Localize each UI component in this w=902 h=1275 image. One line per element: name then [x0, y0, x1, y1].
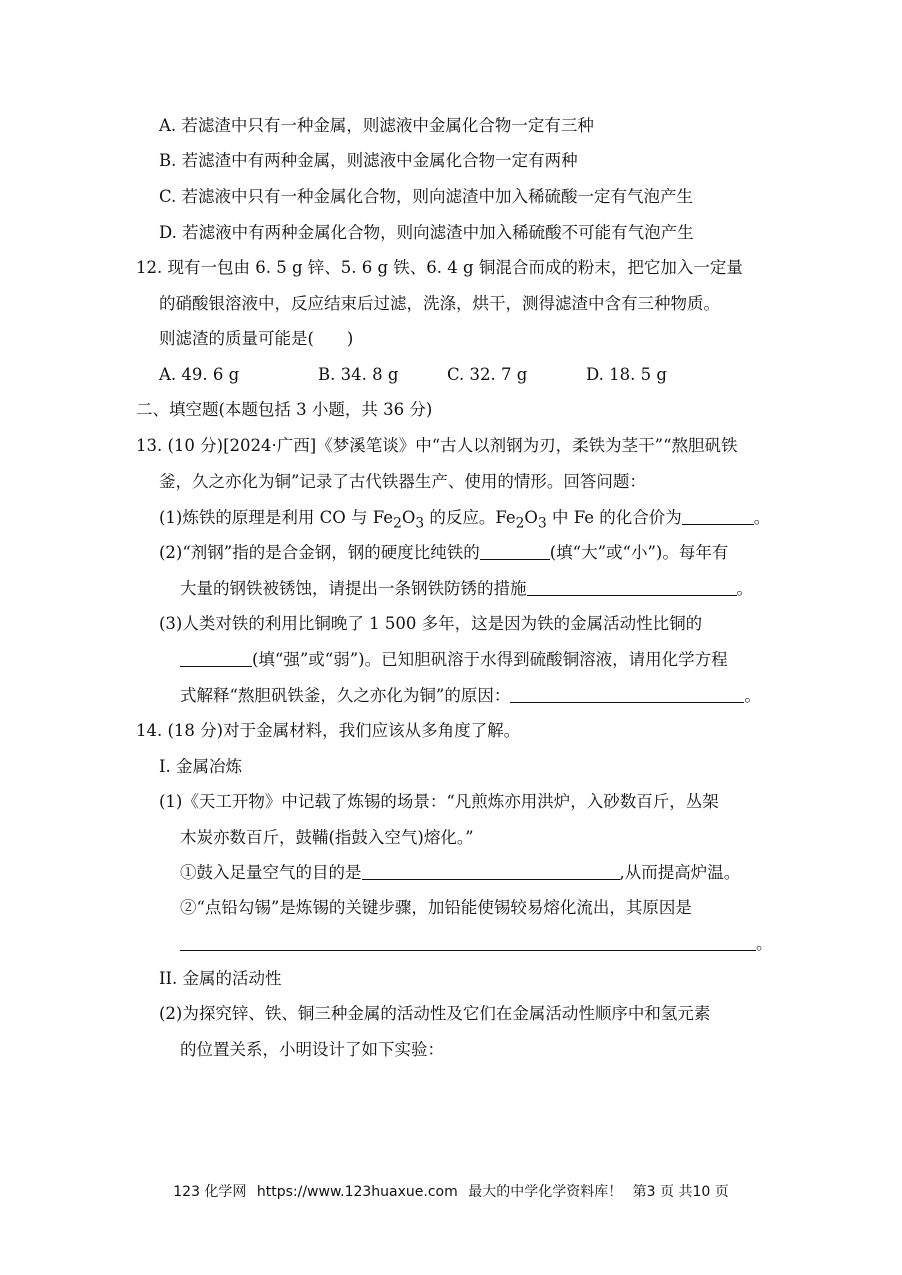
q13-part3-line1: (3)人类对铁的利用比铜晚了 1 500 多年，这是因为铁的金属活动性比铜的	[159, 614, 703, 633]
q11-option-b: B. 若滤渣中有两种金属，则滤液中金属化合物一定有两种	[159, 151, 578, 170]
answer-blank[interactable]	[682, 508, 754, 525]
section-heading: 二、填空题(本题包括 3 小题，共 36 分)	[136, 400, 433, 419]
q13-stem-line2: 釜，久之亦化为铜”记录了古代铁器生产、使用的情形。回答问题：	[159, 472, 646, 491]
q14-part1-q1: ①鼓入足量空气的目的是 ,从而提高炉温。	[180, 863, 741, 882]
q14-section-1: I. 金属冶炼	[159, 757, 243, 776]
answer-blank[interactable]	[180, 650, 252, 667]
q13-part2-line1: (2)“剂钢”指的是合金钢，钢的硬度比纯铁的 (填“大”或“小”)。每年有	[159, 543, 729, 562]
q14-part1-line1: (1)《天工开物》中记载了炼锡的场景：“凡煎炼亦用洪炉，入砂数百斤，丛架	[159, 792, 719, 811]
page-number: 第3 页 共10 页	[632, 1184, 729, 1200]
answer-blank[interactable]	[480, 543, 550, 560]
q13-part1: (1)炼铁的原理是利用 CO 与 $Fe_2O_3$ 的反应。$Fe_2O_3$ 中 Fe 的化合价为 。	[159, 508, 771, 532]
footer-slogan: 最大的中学化学资料库！	[468, 1184, 623, 1200]
q14-part2-line1: (2)为探究锌、铁、铜三种金属的活动性及它们在金属活动性顺序中和氢元素	[159, 1004, 711, 1023]
answer-blank[interactable]	[362, 863, 620, 880]
q12-stem-line1: 12. 现有一包由 6. 5 g 锌、5. 6 g 铁、6. 4 g 铜混合而成的粉末，把它加入一定量	[136, 258, 743, 277]
q12-option-a: A. 49. 6 g	[159, 365, 240, 384]
q13-part2-line2: 大量的钢铁被锈蚀，请提出一条钢铁防锈的措施 。	[180, 579, 753, 598]
q14-stem: 14. (18 分)对于金属材料，我们应该从多角度了解。	[136, 721, 521, 740]
q13-stem-line1: 13. (10 分)[2024·广西]《梦溪笔谈》中“古人以剂钢为刃，柔铁为茎干”“熬胆矾铁	[136, 436, 738, 455]
q14-part1-line2: 木炭亦数百斤，鼓鞴(指鼓入空气)熔化。”	[180, 828, 474, 847]
q12-stem-line2: 的硝酸银溶液中，反应结束后过滤，洗涤，烘干，测得滤渣中含有三种物质。	[159, 294, 720, 313]
q12-option-b: B. 34. 8 g	[318, 365, 399, 384]
q12-option-d: D. 18. 5 g	[586, 365, 667, 384]
q14-section-2: II. 金属的活动性	[159, 969, 282, 988]
footer-url[interactable]: https://www.123huaxue.com	[256, 1184, 458, 1200]
q13-part3-line2: (填“强”或“弱”)。已知胆矾溶于水得到硫酸铜溶液，请用化学方程	[180, 649, 728, 671]
q13-part3-line3: 式解释“熬胆矾铁釜，久之亦化为铜”的原因： 。	[180, 686, 761, 705]
q12-option-c: C. 32. 7 g	[447, 365, 528, 384]
answer-blank[interactable]	[180, 934, 756, 951]
q11-option-a: A. 若滤渣中只有一种金属，则滤液中金属化合物一定有三种	[159, 116, 594, 135]
q14-part1-q2-answer: 。	[180, 933, 773, 955]
answer-blank[interactable]	[510, 686, 744, 703]
q14-part1-q2: ②“点铅勾锡”是炼锡的关键步骤，加铅能使锡较易熔化流出，其原因是	[180, 898, 692, 917]
q12-stem-line3: 则滤渣的质量可能是( )	[159, 329, 354, 348]
answer-blank[interactable]	[527, 579, 737, 596]
q11-option-c: C. 若滤液中只有一种金属化合物，则向滤渣中加入稀硫酸一定有气泡产生	[159, 187, 694, 206]
q11-option-d: D. 若滤液中有两种金属化合物，则向滤渣中加入稀硫酸不可能有气泡产生	[159, 223, 694, 242]
footer-site: 123 化学网	[173, 1184, 247, 1200]
q14-part2-line2: 的位置关系，小明设计了如下实验：	[180, 1040, 444, 1059]
page-footer	[0, 1181, 902, 1201]
